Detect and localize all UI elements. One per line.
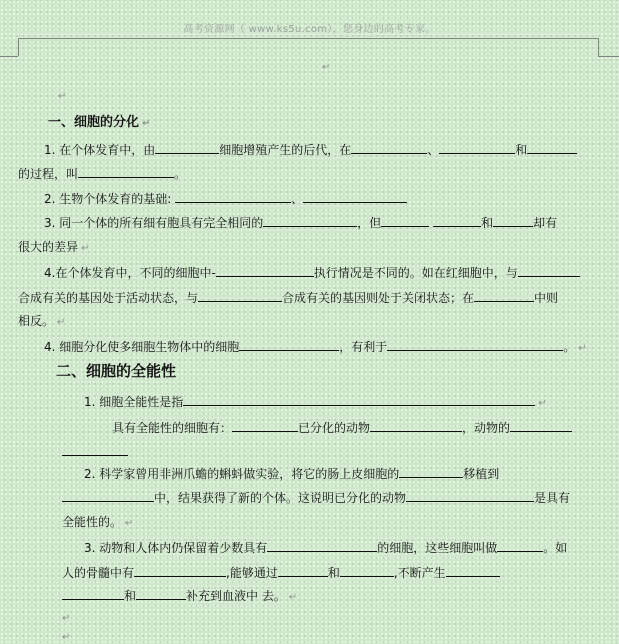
blank[interactable] (155, 142, 219, 154)
blank[interactable] (232, 420, 298, 432)
blank[interactable] (78, 166, 174, 178)
right-corner-mark (598, 38, 599, 56)
left-corner-tick (0, 56, 18, 57)
line-10: 1. 细胞全能性是指 ↵ (84, 395, 547, 409)
blank[interactable] (399, 466, 463, 478)
blank[interactable] (446, 565, 500, 577)
line-11: 具有全能性的细胞有： 已分化的动物 ，动物的 (112, 420, 572, 435)
blank[interactable] (303, 191, 407, 203)
page-header: 高考资源网（ www.ks5u.com），您身边的高考专家。 (183, 24, 436, 35)
blank[interactable] (474, 290, 534, 302)
blank[interactable] (439, 142, 515, 154)
section-1-title: 一、细胞的分化 ↵ (48, 115, 151, 130)
line-12 (62, 444, 128, 459)
blank[interactable] (433, 215, 481, 227)
line-1: 1. 在个体发育中，由 细胞增殖产生的后代，在 、 和 (44, 142, 577, 157)
blank[interactable] (62, 588, 124, 600)
blank[interactable] (510, 420, 572, 432)
blank[interactable] (175, 191, 291, 203)
line-4: 3. 同一个体的所有细有胞具有完全相同的 ，但 和 却有 (44, 216, 558, 230)
paragraph-mark: ↵ (62, 613, 71, 624)
line-2: 的过程，叫 。 (18, 167, 187, 181)
paragraph-mark: ↵ (62, 632, 71, 643)
line-8: 相反。 ↵ (18, 314, 66, 328)
blank[interactable] (381, 215, 429, 227)
blank[interactable] (62, 490, 154, 502)
blank[interactable] (278, 565, 328, 577)
blank[interactable] (406, 490, 534, 502)
blank[interactable] (198, 290, 282, 302)
line-14: 中，结果获得了新的个体。这说明已分化的动物 是具有 (62, 490, 570, 505)
blank[interactable] (216, 265, 314, 277)
paragraph-mark: ↵ (142, 118, 151, 129)
line-3: 2. 生物个体发育的基础: 、 (44, 191, 407, 206)
section-2-title: 二、细胞的全能性 (56, 362, 177, 380)
blank[interactable] (136, 588, 186, 600)
blank[interactable] (340, 565, 394, 577)
line-16: 3. 动物和人体内仍保留着少数具有 的细胞，这些细胞叫做 。如 (84, 541, 568, 555)
blank[interactable] (370, 420, 462, 432)
line-18: 和 补充到血液中 去。 ↵ (62, 588, 297, 605)
blank[interactable] (497, 540, 543, 552)
line-5: 很大的差异 ↵ (18, 240, 90, 254)
blank[interactable] (387, 339, 563, 351)
line-17: 人的骨髓中有 ,能够通过 和 ,不断产生 (62, 565, 500, 580)
left-corner-mark (18, 38, 19, 56)
line-6: 4.在个体发育中，不同的细胞中- 执行情况是不同的。如在红细胞中，与 (44, 265, 580, 280)
blank[interactable] (183, 394, 535, 406)
paragraph-mark: ↵ (58, 91, 67, 102)
line-15: 全能性的。 ↵ (62, 515, 134, 529)
blank[interactable] (267, 540, 377, 552)
blank[interactable] (263, 215, 357, 227)
blank[interactable] (62, 444, 128, 456)
blank[interactable] (527, 142, 577, 154)
line-9: 4. 细胞分化使多细胞生物体中的细胞 ，有利于 。 ↵ (44, 340, 587, 354)
blank[interactable] (134, 565, 226, 577)
line-13: 2. 科学家曾用非洲爪蟾的蝌蚪做实验，将它的肠上皮细胞的 移植到 (84, 467, 500, 481)
line-7: 合成有关的基因处于活动状态，与 合成有关的基因则处于关闭状态；在 中则 (18, 291, 559, 305)
right-corner-tick (598, 56, 619, 57)
paragraph-mark: ↵ (322, 62, 331, 73)
blank[interactable] (239, 339, 339, 351)
header-rule (18, 38, 598, 39)
blank[interactable] (493, 215, 533, 227)
blank[interactable] (351, 142, 427, 154)
blank[interactable] (518, 265, 580, 277)
